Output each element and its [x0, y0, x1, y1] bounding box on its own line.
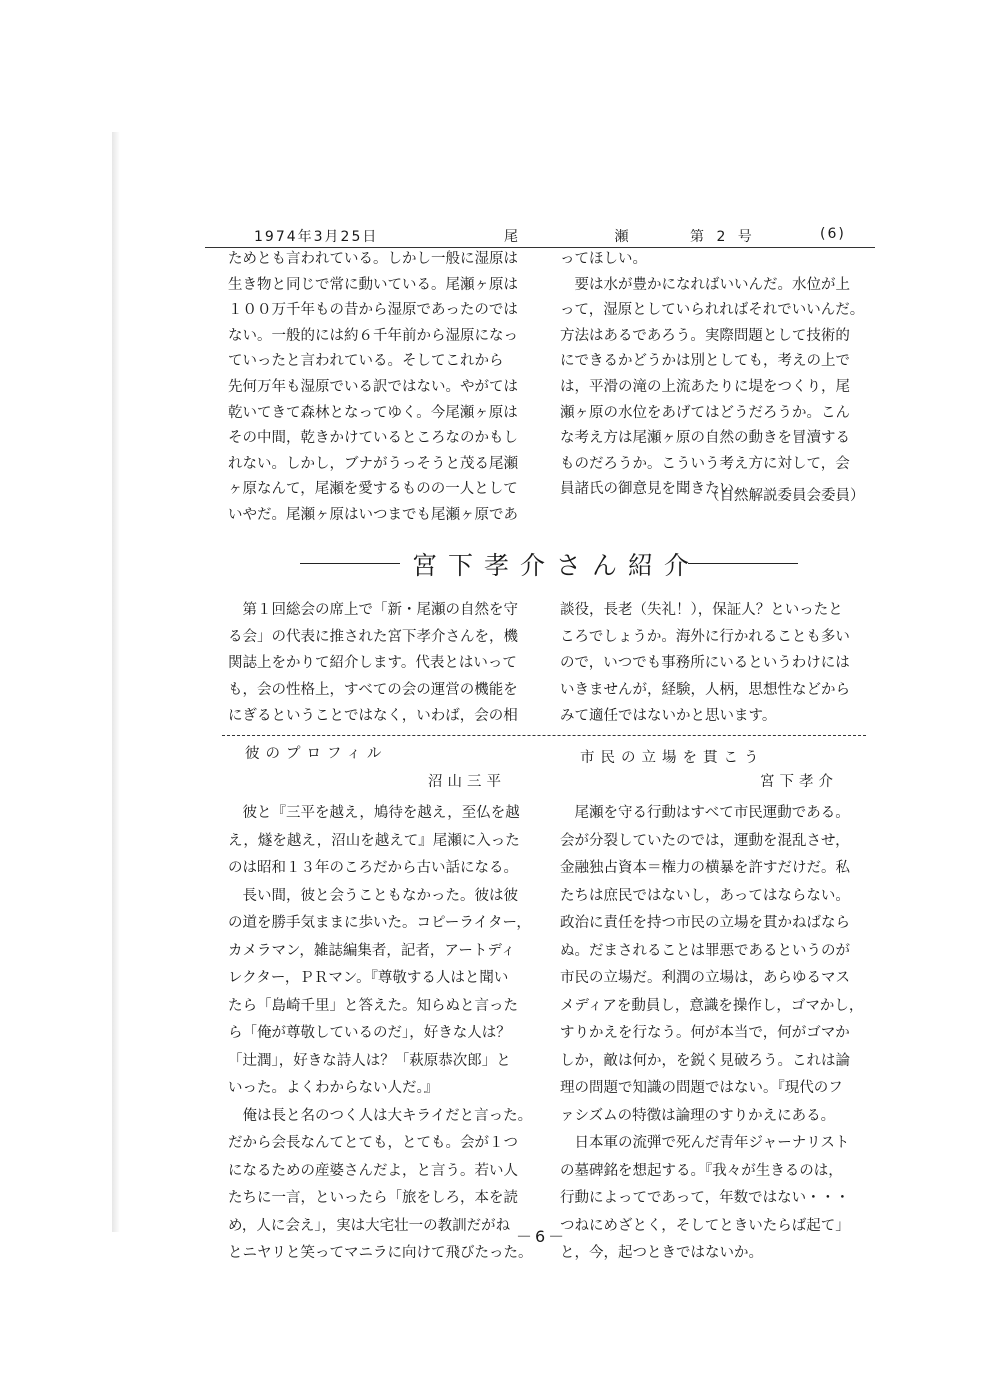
text-line: ていったと言われている。そしてこれから	[228, 353, 504, 370]
article-title-profile: 彼のプロフィル	[245, 746, 388, 762]
text-line: 先何万年も湿原でいる訳ではない。やがては	[228, 378, 518, 395]
article-body-profile	[228, 800, 533, 1268]
heading-rule-right	[688, 563, 798, 564]
text-line: 行動によってであって，年数ではない・・・	[560, 1190, 850, 1206]
text-line: る会」の代表に推された宮下孝介さんを，機	[228, 628, 518, 645]
header-page-number: (6)	[820, 226, 846, 242]
text-line: の道を勝手気ままに歩いた。コピーライター，	[228, 915, 531, 931]
text-line: ので，いつでも事務所にいるというわけには	[560, 655, 850, 671]
intro-right-column	[560, 597, 850, 730]
newsletter-title: 尾 瀬	[504, 229, 675, 245]
text-line: も，会の性格上，すべての会の運営の機能を	[228, 681, 518, 698]
text-line: 「辻潤」，好きな詩人は？「萩原恭次郎」と	[228, 1052, 511, 1069]
top-right-column	[560, 247, 864, 503]
text-line: ら「俺が尊敬しているのだ」，好きな人は？	[228, 1025, 511, 1041]
text-line: いきませんが，経験，人柄，思想性などから	[560, 681, 850, 698]
article-author-profile: 沼山三平	[428, 774, 506, 790]
text-line: ヶ原なんて，尾瀬を愛するものの一人として	[228, 481, 518, 498]
text-line: 要は水が豊かになればいいんだ。水位が上	[560, 276, 850, 293]
text-line: 理の問題で知識の問題ではない。『現代のフ	[560, 1080, 843, 1096]
article-body-citizen	[560, 800, 863, 1268]
text-line: ころでしょうか。海外に行かれることも多い	[560, 628, 850, 645]
text-line: 関誌上をかりて紹介します。代表とはいって	[228, 655, 517, 671]
text-line: しか，敵は何か，を鋭く見破ろう。これは論	[560, 1052, 850, 1069]
text-line: え，燧を越え，沼山を越えて』尾瀬に入った	[228, 832, 520, 849]
text-line: 員諸氏の御意見を聞きたい。	[560, 481, 749, 498]
text-line: な考え方は尾瀬ヶ原の自然の動きを冒瀆する	[560, 430, 850, 447]
text-line: 瀬ヶ原の水位をあげてはどうだろうか。こん	[560, 404, 850, 421]
text-line: 方法はあるであろう。実際問題として技術的	[560, 327, 850, 344]
text-line: は，平滑の滝の上流あたりに堤をつくり，尾	[560, 378, 850, 395]
article-title-citizen: 市民の立場を貫こう	[580, 750, 765, 766]
top-left-column	[228, 247, 518, 529]
text-line: みて適任ではないかと思います。	[560, 708, 777, 724]
text-line: ァシズムの特徴は論理のすりかえにある。	[560, 1107, 836, 1124]
heading-rule-left	[300, 563, 400, 564]
text-line: って，湿原としていられればそれでいいんだ。	[560, 302, 865, 319]
text-line: 尾瀬を守る行動はすべて市民運動である。	[560, 805, 850, 821]
text-line: め，人に会え」，実は大宅壮一の教訓だがね	[228, 1217, 511, 1234]
text-line: １００万千年もの昔から湿原であったのでは	[228, 302, 518, 319]
text-line: 生き物と同じで常に動いている。尾瀬ヶ原は	[228, 276, 518, 293]
text-line: 俺は長と名のつく人は大キライだと言った。	[228, 1107, 533, 1124]
text-line: だから会長なんてとても，とても。会が１つ	[228, 1135, 518, 1151]
section-divider	[222, 735, 866, 736]
text-line: 日本軍の流弾で死んだ青年ジャーナリスト	[560, 1135, 850, 1151]
text-line: カメラマン，雑誌編集者，記者，アートディ	[228, 942, 516, 959]
text-line: つねにめざとく，そしてときいたらば起て」	[560, 1217, 850, 1234]
scan-edge-shadow	[112, 132, 120, 1232]
text-line: ものだろうか。こういう考え方に対して，会	[560, 455, 850, 472]
text-line: の墓碑銘を想起する。『我々が生きるのは，	[560, 1162, 843, 1179]
section-heading-text: 宮下孝介さん紹介	[412, 551, 701, 580]
text-line: ためとも言われている。しかし一般に湿原は	[228, 251, 518, 267]
intro-left-column	[228, 597, 518, 730]
text-line: いった。よくわからない人だ。』	[228, 1080, 439, 1096]
text-line: たちは庶民ではないし，あってはならない。	[560, 887, 850, 904]
text-line: 政治に責任を持つ市民の立場を貫かねばなら	[560, 915, 850, 931]
article-author-citizen: 宮下孝介	[760, 774, 838, 790]
text-line: すりかえを行なう。何が本当で，何がゴマか	[560, 1025, 850, 1041]
text-line: とニヤリと笑ってマニラに向けて飛びたった。	[228, 1245, 533, 1261]
text-line: メディアを動員し，意識を操作し，ゴマかし，	[560, 997, 864, 1014]
text-line: たら「島崎千里」と答えた。知らぬと言った	[228, 997, 518, 1014]
newsletter-header	[210, 226, 870, 246]
text-line: にできるかどうかは別としても，考えの上で	[560, 353, 850, 370]
section-heading	[300, 544, 800, 580]
text-line: その中間，乾きかけているところなのかもし	[228, 430, 518, 447]
top-article-signature: （自然解説委員会委員）	[705, 488, 865, 504]
page-footer-number: －6－	[516, 1227, 568, 1246]
text-line: 市民の立場だ。利潤の立場は，あらゆるマス	[560, 970, 850, 986]
text-line: 乾いてきて森林となってゆく。今尾瀬ヶ原は	[228, 404, 518, 421]
text-line: になるための産婆さんだよ，と言う。若い人	[228, 1162, 518, 1179]
text-line: 第１回総会の席上で「新・尾瀬の自然を守	[228, 602, 518, 618]
text-line: 金融独占資本＝権力の横暴を許すだけだ。私	[560, 860, 850, 876]
text-line: レクター，ＰＲマン。『尊敬する人はと聞い	[228, 970, 509, 986]
text-line: ない。一般的には約６千年前から湿原になっ	[228, 327, 518, 344]
text-line: ってほしい。	[560, 251, 647, 267]
text-line: と，今，起つときではないか。	[560, 1245, 763, 1261]
text-line: たちに一言，といったら「旅をしろ，本を読	[228, 1190, 518, 1206]
text-line: 長い間，彼と会うこともなかった。彼は彼	[228, 887, 518, 904]
text-line: のは昭和１３年のころだから古い話になる。	[228, 860, 518, 876]
text-line: いやだ。尾瀬ヶ原はいつまでも尾瀬ヶ原であ	[228, 506, 518, 523]
issue-number: 第 2 号	[690, 229, 756, 245]
text-line: 彼と『三平を越え，鳩待を越え，至仏を越	[228, 805, 520, 821]
issue-date: 1974年3月25日	[254, 229, 379, 245]
text-line: れない。しかし，ブナがうっそうと茂る尾瀬	[228, 455, 518, 472]
text-line: 会が分裂していたのでは，運動を混乱させ，	[560, 832, 850, 849]
text-line: 談役，長老（失礼！），保証人？といったと	[560, 602, 843, 618]
text-line: にぎるということではなく，いわば，会の相	[228, 708, 518, 724]
text-line: ぬ。だまされることは罪悪であるというのが	[560, 942, 850, 959]
